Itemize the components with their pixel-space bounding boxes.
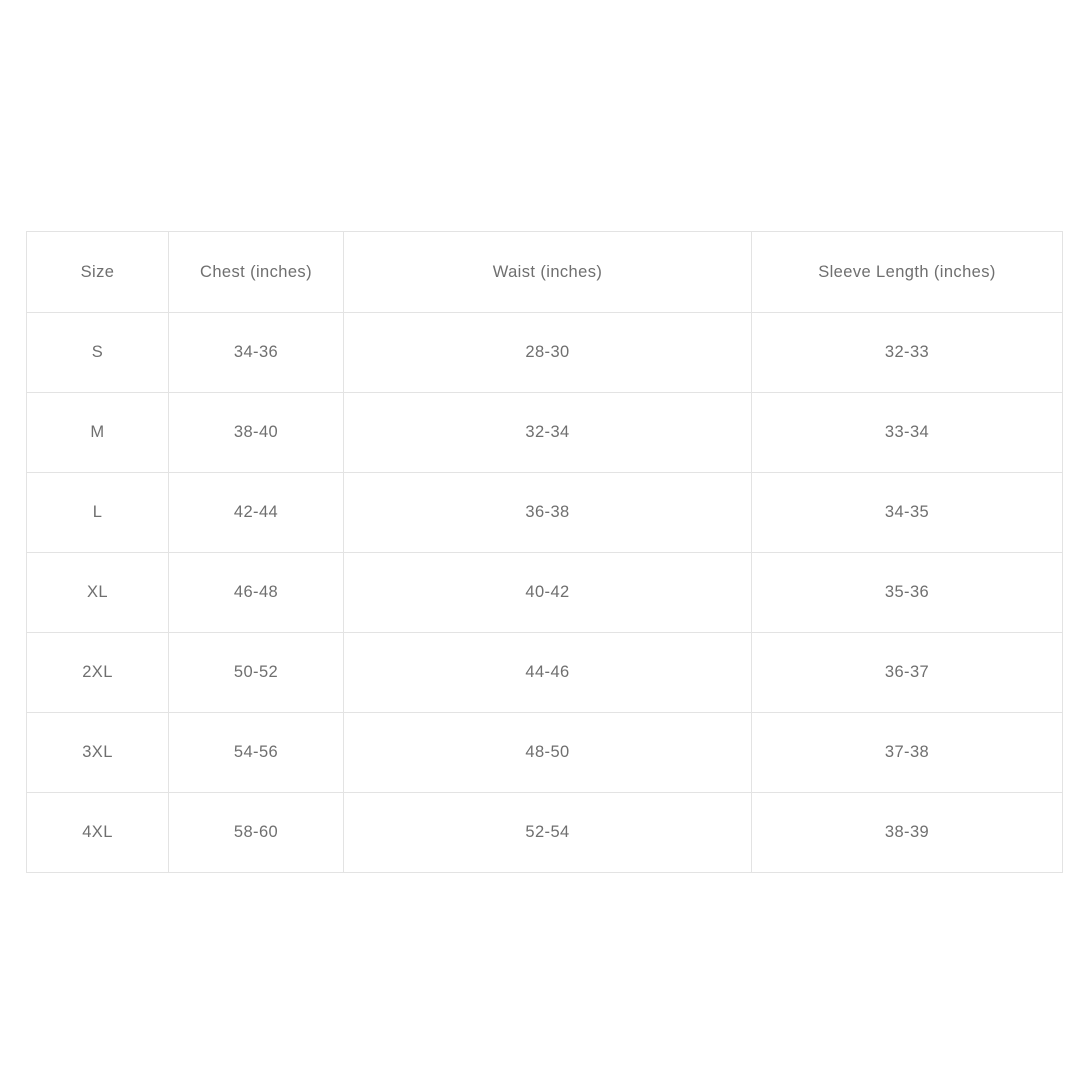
cell-size: L (27, 473, 169, 553)
cell-sleeve-length: 37-38 (752, 713, 1063, 793)
table-row (27, 633, 1063, 713)
table-row (27, 393, 1063, 473)
cell-waist: 36-38 (344, 473, 752, 553)
cell-sleeve-length: 34-35 (752, 473, 1063, 553)
column-header-chest: Chest (inches) (169, 232, 344, 313)
size-chart-table (26, 231, 1063, 873)
cell-sleeve-length: 36-37 (752, 633, 1063, 713)
cell-chest: 38-40 (169, 393, 344, 473)
table-row (27, 793, 1063, 873)
cell-sleeve-length: 33-34 (752, 393, 1063, 473)
cell-chest: 46-48 (169, 553, 344, 633)
table-header-row (27, 232, 1063, 313)
cell-size: 3XL (27, 713, 169, 793)
column-header-size: Size (27, 232, 169, 313)
table-row (27, 553, 1063, 633)
table-body (27, 313, 1063, 873)
cell-waist: 44-46 (344, 633, 752, 713)
table-header (27, 232, 1063, 313)
column-header-waist: Waist (inches) (344, 232, 752, 313)
cell-size: 4XL (27, 793, 169, 873)
cell-sleeve-length: 38-39 (752, 793, 1063, 873)
table-row (27, 473, 1063, 553)
cell-sleeve-length: 35-36 (752, 553, 1063, 633)
cell-sleeve-length: 32-33 (752, 313, 1063, 393)
column-header-sleeve-length: Sleeve Length (inches) (752, 232, 1063, 313)
table-row (27, 713, 1063, 793)
cell-chest: 50-52 (169, 633, 344, 713)
table-row (27, 313, 1063, 393)
cell-size: 2XL (27, 633, 169, 713)
cell-waist: 32-34 (344, 393, 752, 473)
cell-size: M (27, 393, 169, 473)
size-chart-container (26, 231, 1062, 873)
cell-chest: 42-44 (169, 473, 344, 553)
cell-size: XL (27, 553, 169, 633)
cell-waist: 52-54 (344, 793, 752, 873)
cell-waist: 40-42 (344, 553, 752, 633)
cell-chest: 54-56 (169, 713, 344, 793)
cell-chest: 58-60 (169, 793, 344, 873)
cell-waist: 28-30 (344, 313, 752, 393)
cell-chest: 34-36 (169, 313, 344, 393)
cell-waist: 48-50 (344, 713, 752, 793)
cell-size: S (27, 313, 169, 393)
